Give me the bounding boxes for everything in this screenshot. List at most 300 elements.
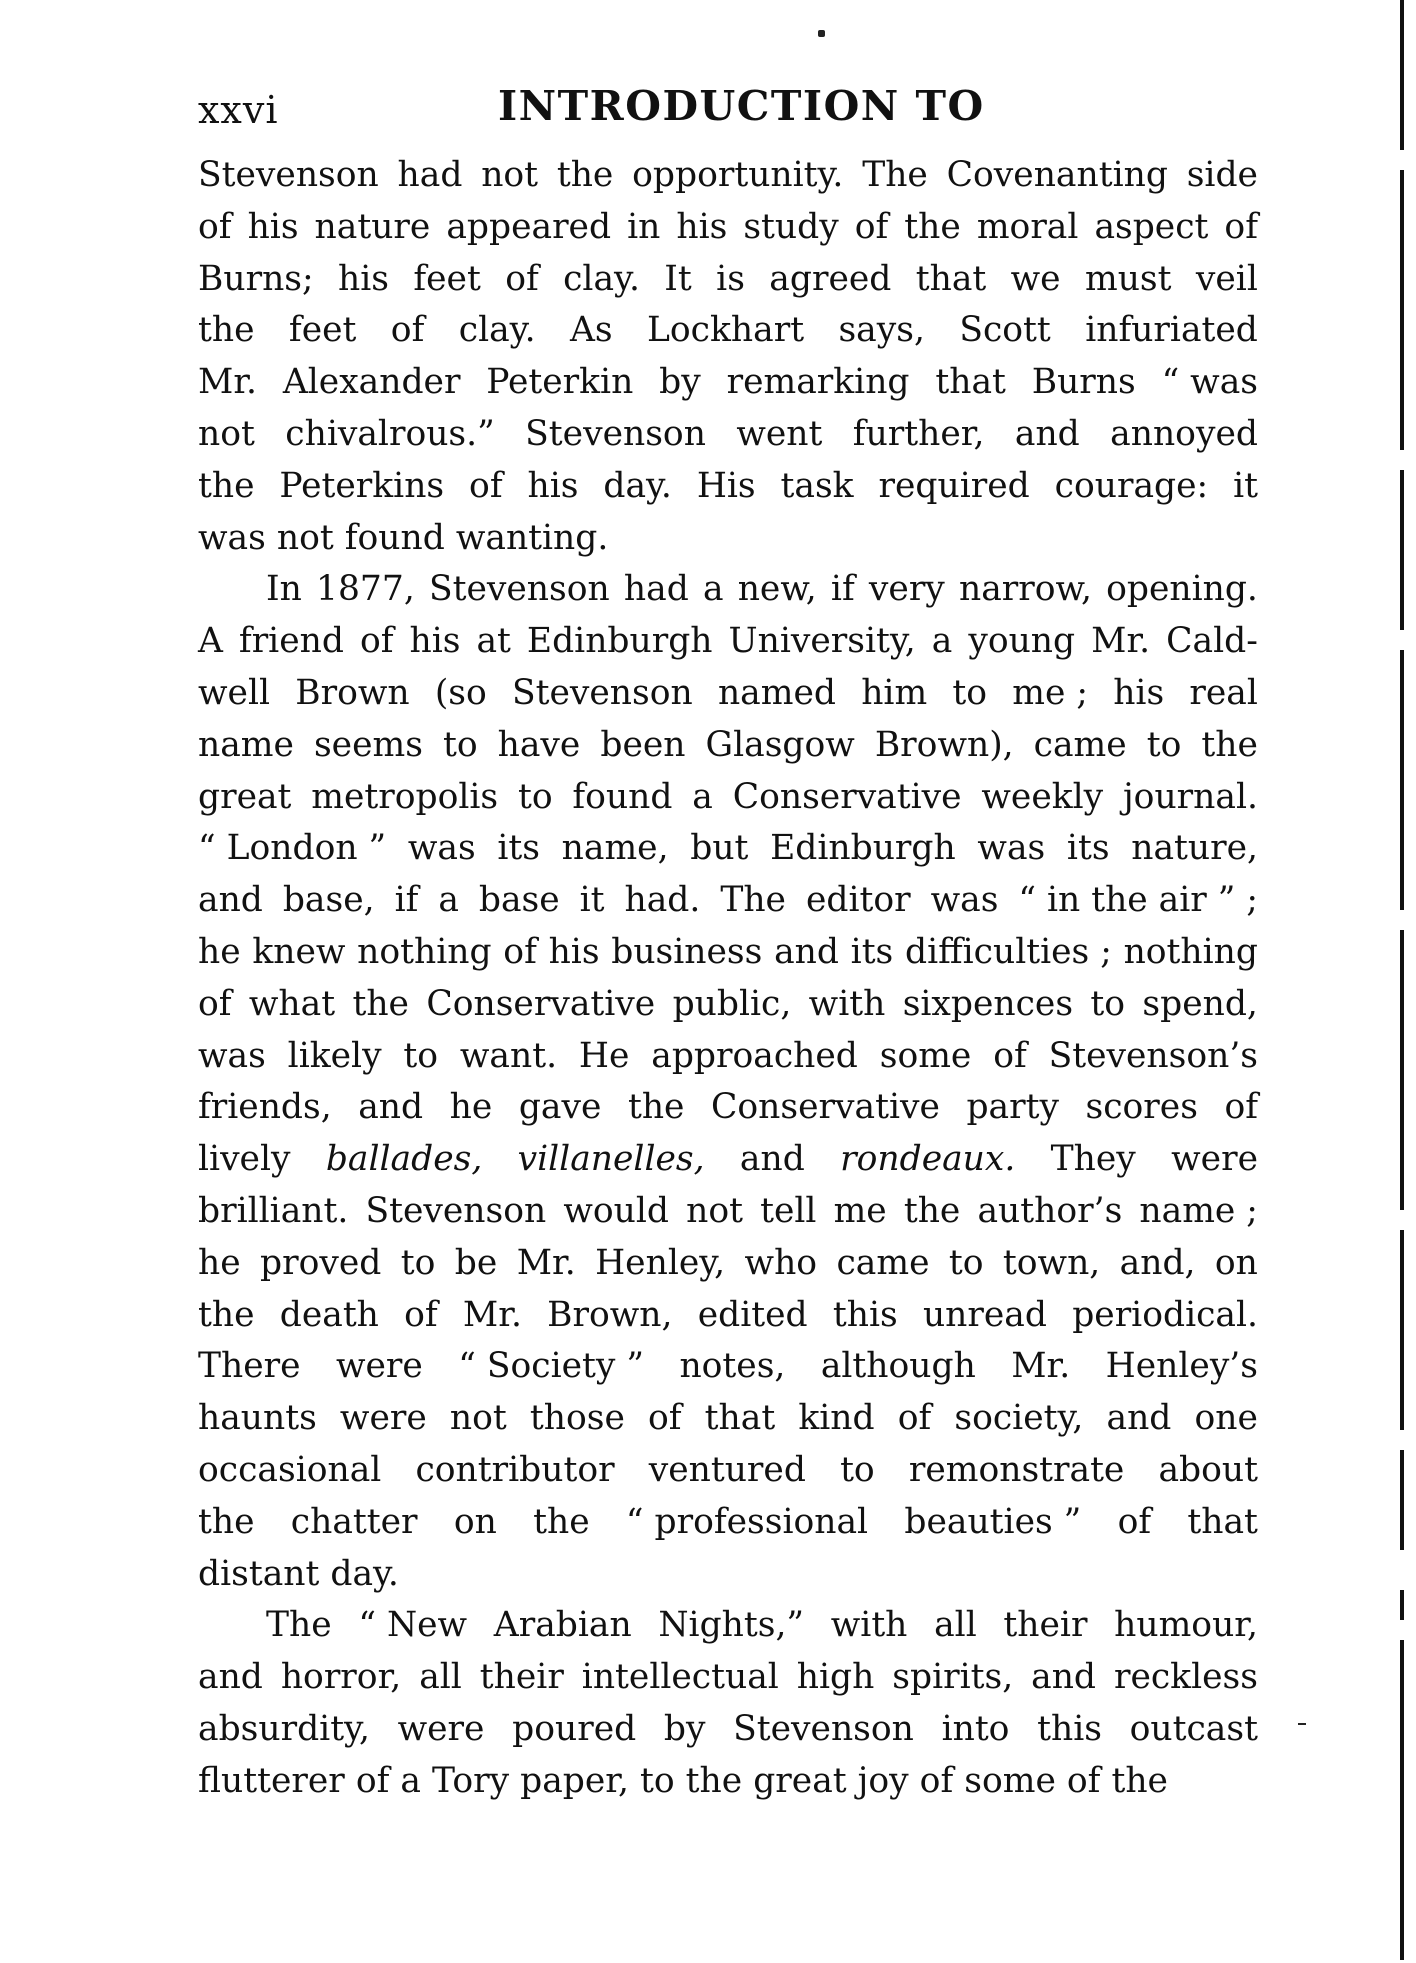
word: Stevenson	[525, 413, 706, 454]
word: Glasgow	[705, 724, 855, 765]
word: The	[720, 880, 786, 921]
word: Mr.	[198, 362, 257, 403]
word: have	[497, 724, 581, 765]
word: edited	[697, 1294, 808, 1335]
word: absurdity,	[198, 1708, 370, 1749]
word: that	[704, 1398, 776, 1439]
word: of	[897, 1398, 932, 1439]
text-line	[198, 1652, 1258, 1704]
word: the	[903, 1190, 961, 1231]
word: found	[572, 776, 673, 817]
word: outcast	[1129, 1708, 1258, 1749]
word: haunts	[198, 1398, 317, 1439]
word: the	[352, 983, 409, 1024]
text-line	[198, 720, 1258, 772]
word: it	[579, 880, 605, 921]
word: was	[407, 828, 476, 869]
word: feet	[413, 258, 481, 299]
word: The	[266, 1605, 332, 1646]
word: he	[449, 1087, 493, 1128]
word: remonstrate	[908, 1449, 1125, 1490]
word: very	[868, 569, 945, 610]
word: of	[355, 1760, 390, 1801]
word: well	[198, 672, 271, 713]
word: of	[505, 258, 539, 299]
word: the	[198, 1294, 255, 1335]
word: sixpences	[902, 983, 1074, 1024]
word: of	[390, 310, 425, 351]
word: Covenanting	[946, 155, 1168, 195]
word: were	[397, 1708, 485, 1749]
word: scores	[1085, 1087, 1198, 1128]
word: a	[692, 776, 713, 817]
word: tell	[760, 1190, 817, 1231]
word: the	[198, 1501, 255, 1542]
word: one	[1194, 1398, 1258, 1439]
word: of	[359, 621, 394, 662]
word: and	[198, 880, 263, 921]
word: the	[198, 465, 255, 506]
text-line	[198, 513, 1258, 565]
word: spend,	[1142, 983, 1258, 1024]
paragraph	[198, 150, 1258, 564]
text-line	[198, 1549, 1258, 1601]
word: “ New	[358, 1605, 468, 1646]
word: its	[850, 931, 894, 972]
word: name,	[561, 828, 669, 869]
text-line	[198, 150, 1258, 202]
word: editor	[805, 880, 911, 921]
word: death	[279, 1294, 379, 1335]
word: been	[600, 724, 686, 765]
word: came	[1033, 724, 1127, 765]
page-header	[198, 82, 1258, 142]
word: a	[400, 1760, 421, 1801]
word: to	[517, 776, 553, 817]
word: of	[648, 1398, 682, 1439]
word: contributor	[415, 1449, 615, 1490]
text-line	[198, 979, 1258, 1031]
word: with	[830, 1605, 908, 1646]
word: some	[879, 1035, 972, 1076]
word: “ London ”	[198, 828, 387, 869]
word: the	[904, 206, 961, 247]
word: “ was	[1161, 362, 1258, 403]
word: Mr.	[1091, 621, 1151, 662]
word: It	[664, 258, 692, 299]
word: its	[497, 828, 540, 869]
word: poured	[512, 1708, 637, 1749]
word: nothing	[1123, 931, 1258, 972]
word: agreed	[769, 258, 892, 299]
word: day.	[603, 465, 672, 506]
word: party	[966, 1087, 1059, 1128]
printer-mark	[818, 30, 825, 37]
word: and,	[1119, 1242, 1196, 1283]
word: his	[1113, 672, 1165, 713]
word: ballades,	[325, 1139, 483, 1180]
word: it	[1233, 465, 1258, 506]
word: the	[1111, 1760, 1168, 1801]
word: to	[948, 1242, 984, 1283]
word: me ;	[1012, 672, 1088, 713]
word: high	[796, 1657, 875, 1698]
word: but	[690, 828, 749, 869]
word: Stevenson	[428, 569, 610, 610]
word: reckless	[1113, 1657, 1258, 1698]
word: author’s	[977, 1190, 1123, 1231]
word: nothing	[357, 931, 492, 972]
word: Peterkin	[486, 362, 634, 403]
word: intellectual	[581, 1657, 779, 1698]
word: and	[774, 931, 839, 972]
word: their	[479, 1657, 564, 1698]
word: Nights,”	[658, 1605, 805, 1646]
word: nature	[314, 206, 431, 247]
word: kind	[798, 1398, 875, 1439]
word: lively	[198, 1139, 291, 1180]
word: Mr.	[516, 1242, 576, 1283]
text-line	[198, 1497, 1258, 1549]
word: distant	[198, 1553, 320, 1594]
word: the	[685, 1760, 743, 1801]
word: humour,	[1114, 1605, 1258, 1646]
word: periodical.	[1072, 1294, 1258, 1335]
word: the	[556, 155, 614, 195]
word: rondeaux.	[840, 1139, 1016, 1180]
word: he	[198, 1242, 241, 1283]
word: want.	[459, 1035, 558, 1076]
word: Alexander	[282, 362, 461, 403]
word: of	[1117, 1501, 1152, 1542]
text-line	[198, 1082, 1258, 1134]
text-line	[198, 1393, 1258, 1445]
word: and	[1106, 1398, 1172, 1439]
word: me	[833, 1190, 887, 1231]
word: not	[686, 1190, 743, 1231]
word: proved	[260, 1242, 382, 1283]
word: and	[739, 1139, 805, 1180]
word: on	[453, 1501, 497, 1542]
word: Brown,	[547, 1294, 673, 1335]
word: to	[840, 1449, 875, 1490]
word: A	[198, 621, 223, 662]
scan-edge-line	[1400, 1230, 1404, 1430]
paragraph	[198, 1600, 1258, 1807]
word: Burns	[1031, 362, 1136, 403]
word: Stevenson’s	[1048, 1035, 1258, 1076]
word: Henley’s	[1105, 1346, 1258, 1387]
text-line	[198, 1238, 1258, 1290]
word: to	[1090, 983, 1126, 1024]
word: (so	[434, 672, 487, 713]
scan-edge-line	[1400, 470, 1404, 630]
word: They	[1050, 1139, 1136, 1180]
word: at	[476, 621, 511, 662]
word: we	[1010, 258, 1061, 299]
word: of	[854, 206, 889, 247]
word: Conservative	[426, 983, 656, 1024]
word: opening.	[1106, 569, 1258, 610]
word: unread	[922, 1294, 1047, 1335]
word: of	[469, 465, 503, 506]
word: that	[1187, 1501, 1258, 1542]
word: and	[358, 1087, 424, 1128]
scan-speck	[1298, 1723, 1306, 1725]
word: him	[861, 672, 928, 713]
word: There	[198, 1346, 301, 1387]
word: and	[1031, 1657, 1096, 1698]
word: were	[1171, 1139, 1258, 1180]
word: to	[403, 1035, 439, 1076]
word: was	[198, 517, 266, 558]
word: Stevenson	[511, 672, 693, 713]
word: had	[623, 569, 689, 610]
word: courage:	[1054, 465, 1209, 506]
word: is	[716, 258, 745, 299]
word: gave	[518, 1087, 602, 1128]
word: that	[935, 362, 1006, 403]
word: that	[915, 258, 987, 299]
word: “ professional	[625, 1501, 869, 1542]
word: a	[931, 621, 953, 662]
word: Lockhart	[647, 310, 805, 351]
word: found	[344, 517, 445, 558]
word: by	[659, 362, 701, 403]
word: in	[627, 206, 661, 247]
word: says,	[838, 310, 925, 351]
word: He	[578, 1035, 630, 1076]
word: not	[198, 413, 255, 454]
word: moral	[976, 206, 1079, 247]
word: Edinburgh	[770, 828, 956, 869]
word: flutterer	[198, 1760, 345, 1801]
word: friend	[238, 621, 344, 662]
word: town,	[1002, 1242, 1101, 1283]
word: Brown),	[874, 724, 1014, 765]
word: were	[339, 1398, 427, 1439]
word: Burns;	[198, 258, 314, 299]
word: to	[400, 1242, 436, 1283]
word: Brown	[295, 672, 410, 713]
word: of	[404, 1294, 438, 1335]
word: a	[438, 880, 459, 921]
word: named	[717, 672, 836, 713]
text-line	[198, 1134, 1258, 1186]
word: weekly	[981, 776, 1104, 817]
word: he	[198, 931, 241, 972]
word: brilliant.	[198, 1190, 349, 1231]
word: great	[753, 1760, 847, 1801]
word: “ in the air ” ;	[1018, 880, 1258, 921]
word: task	[780, 465, 854, 506]
word: narrow,	[958, 569, 1092, 610]
text-line	[198, 1704, 1258, 1756]
word: his	[247, 206, 299, 247]
word: name ;	[1139, 1190, 1258, 1231]
word: beauties ”	[904, 1501, 1082, 1542]
word: would	[563, 1190, 669, 1231]
word: friends,	[198, 1087, 332, 1128]
scan-edge-line	[1400, 1590, 1404, 1620]
word: In	[266, 569, 302, 610]
word: not	[276, 517, 334, 558]
word: the	[533, 1501, 590, 1542]
word: his	[338, 258, 389, 299]
scan-edge-line	[1400, 170, 1404, 450]
word: His	[696, 465, 756, 506]
word: Edinburgh	[526, 621, 713, 662]
word: required	[878, 465, 1030, 506]
word: of	[1224, 206, 1258, 247]
word: Conservative	[732, 776, 962, 817]
scan-edge-line	[1400, 650, 1404, 910]
word: of	[198, 983, 232, 1024]
word: spirits,	[892, 1657, 1014, 1698]
word: metropolis	[311, 776, 499, 817]
text-line	[198, 1341, 1258, 1393]
scan-edge-line	[1400, 1450, 1404, 1550]
text-line	[198, 305, 1258, 357]
word: remarking	[726, 362, 910, 403]
word: a	[702, 569, 724, 610]
word: Stevenson	[733, 1708, 914, 1749]
word: infuriated	[1085, 310, 1258, 351]
word: wanting.	[455, 517, 609, 558]
word: Arabian	[493, 1605, 632, 1646]
running-title: INTRODUCTION TO	[498, 82, 985, 130]
word: young	[968, 621, 1076, 662]
word: feet	[288, 310, 357, 351]
word: clay.	[458, 310, 536, 351]
word: their	[1003, 1605, 1088, 1646]
word: side	[1186, 155, 1258, 195]
word: of	[919, 1760, 954, 1801]
paragraph	[198, 564, 1258, 1600]
word: difficulties ;	[904, 931, 1112, 972]
text-line	[198, 461, 1258, 513]
word: his	[409, 621, 461, 662]
word: likely	[287, 1035, 382, 1076]
word: to	[442, 724, 478, 765]
word: some	[964, 1760, 1056, 1801]
text-line	[198, 927, 1258, 979]
scan-edge-line	[1400, 1640, 1404, 1960]
word: of	[993, 1035, 1027, 1076]
word: Cald-	[1166, 621, 1258, 662]
word: were	[335, 1346, 423, 1387]
word: As	[569, 310, 613, 351]
word: to	[1146, 724, 1182, 765]
word: who	[744, 1242, 818, 1283]
word: Stevenson	[198, 155, 379, 195]
text-line	[198, 1756, 1258, 1808]
word: Mr.	[462, 1294, 522, 1335]
word: Tory	[432, 1760, 510, 1801]
word: of	[198, 206, 232, 247]
word: to	[952, 672, 988, 713]
word: not	[449, 1398, 507, 1439]
text-line	[198, 1031, 1258, 1083]
word: Conservative	[711, 1087, 940, 1128]
word: Stevenson	[365, 1190, 547, 1231]
word: was	[930, 880, 999, 921]
word: its	[1066, 828, 1110, 869]
word: not	[481, 155, 539, 195]
word: public,	[672, 983, 792, 1024]
word: aspect	[1094, 206, 1209, 247]
word: 1877,	[316, 569, 415, 610]
word: nature,	[1131, 828, 1258, 869]
body-text	[198, 150, 1258, 1808]
word: joy	[857, 1760, 909, 1801]
word: with	[808, 983, 886, 1024]
word: to	[639, 1760, 675, 1801]
word: chivalrous.”	[285, 413, 495, 454]
word: study	[743, 206, 839, 247]
word: had.	[624, 880, 701, 921]
word: annoyed	[1110, 413, 1258, 454]
word: the	[198, 310, 255, 351]
word: all	[934, 1605, 977, 1646]
word: the	[1201, 724, 1258, 765]
text-line	[198, 1186, 1258, 1238]
text-line	[198, 772, 1258, 824]
word: clay.	[563, 258, 640, 299]
word: The	[862, 155, 928, 195]
text-line	[198, 409, 1258, 461]
word: about	[1158, 1449, 1258, 1490]
word: into	[941, 1708, 1010, 1749]
word: name	[198, 724, 294, 765]
word: of	[1224, 1087, 1258, 1128]
word: knew	[252, 931, 346, 972]
text-line	[198, 875, 1258, 927]
word: although	[820, 1346, 976, 1387]
word: notes,	[679, 1346, 786, 1387]
text-line	[198, 357, 1258, 409]
word: this	[1037, 1708, 1102, 1749]
word: Mr.	[1011, 1346, 1071, 1387]
word: and	[1014, 413, 1080, 454]
text-line	[198, 1290, 1258, 1342]
word: by	[663, 1708, 706, 1749]
word: what	[248, 983, 336, 1024]
text-line	[198, 564, 1258, 616]
word: be	[454, 1242, 498, 1283]
word: opportunity.	[632, 155, 844, 195]
text-line	[198, 668, 1258, 720]
word: of	[503, 931, 537, 972]
word: business	[611, 931, 763, 972]
word: horror,	[280, 1657, 402, 1698]
word: all	[419, 1657, 462, 1698]
word: further,	[852, 413, 985, 454]
text-line	[198, 254, 1258, 306]
word: of	[1066, 1760, 1101, 1801]
word: was	[198, 1035, 266, 1076]
word: University,	[728, 621, 916, 662]
word: if	[830, 569, 855, 610]
word: “ Society ”	[458, 1346, 645, 1387]
word: new,	[737, 569, 817, 610]
word: chatter	[290, 1501, 418, 1542]
text-line	[198, 202, 1258, 254]
word: seems	[313, 724, 423, 765]
text-line	[198, 616, 1258, 668]
word: had	[397, 155, 463, 195]
word: if	[394, 880, 419, 921]
